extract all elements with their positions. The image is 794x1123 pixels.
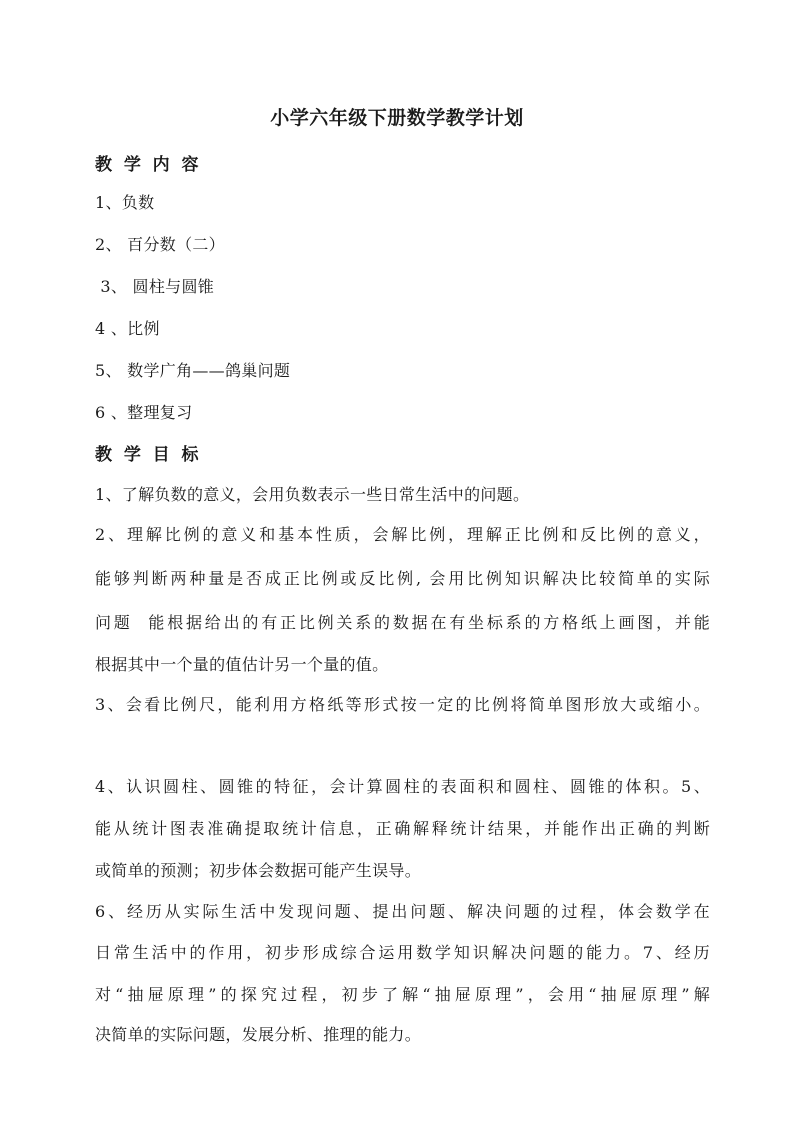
goal-line: 能够判断两种量是否成正比例或反比例, 会用比例知识解决比较简单的实际 (95, 569, 710, 588)
content-item-3: 3、 圆柱与圆锥 (95, 277, 215, 296)
goal-line: 或简单的预测；初步体会数据可能产生误导。 (95, 861, 422, 880)
goal-line: 1、了解负数的意义，会用负数表示一些日常生活中的问题。 (95, 485, 530, 504)
goal-line: 2、理解比例的意义和基本性质，会解比例，理解正比例和反比例的意义， (95, 525, 710, 544)
content-item-2: 2、 百分数（二） (95, 235, 225, 254)
goal-line: 能从统计图表准确提取统计信息，正确解释统计结果，并能作出正确的判断 (95, 819, 710, 838)
goal-line: 4、认识圆柱、圆锥的特征，会计算圆柱的表面积和圆柱、圆锥的体积。5、 (95, 777, 710, 796)
section-heading-goals: 教 学 目 标 (95, 445, 199, 465)
goal-line: 6、经历从实际生活中发现问题、提出问题、解决问题的过程，体会数学在 (95, 902, 710, 921)
goal-line: 日常生活中的作用，初步形成综合运用数学知识解决问题的能力。7、经历 (95, 943, 710, 962)
content-item-1: 1、负数 (95, 193, 155, 212)
goal-line: 问题 能根据给出的有正比例关系的数据在有坐标系的方格纸上画图，并能 (95, 613, 710, 632)
goal-line: 3、会看比例尺，能利用方格纸等形式按一定的比例将简单图形放大或缩小。 (95, 695, 710, 714)
section-heading-content: 教 学 内 容 (95, 155, 199, 175)
content-item-4: 4 、比例 (95, 319, 160, 338)
content-item-5: 5、 数学广角——鸽巢问题 (95, 361, 291, 380)
page-title: 小学六年级下册数学教学计划 (270, 107, 524, 129)
goal-line: 决简单的实际问题，发展分析、推理的能力。 (95, 1025, 422, 1044)
goal-line: 根据其中一个量的值估计另一个量的值。 (95, 655, 389, 674)
content-item-6: 6 、整理复习 (95, 403, 193, 422)
goal-line: 对“抽屉原理”的探究过程，初步了解“抽屉原理”，会用“抽屉原理”解 (95, 985, 710, 1004)
